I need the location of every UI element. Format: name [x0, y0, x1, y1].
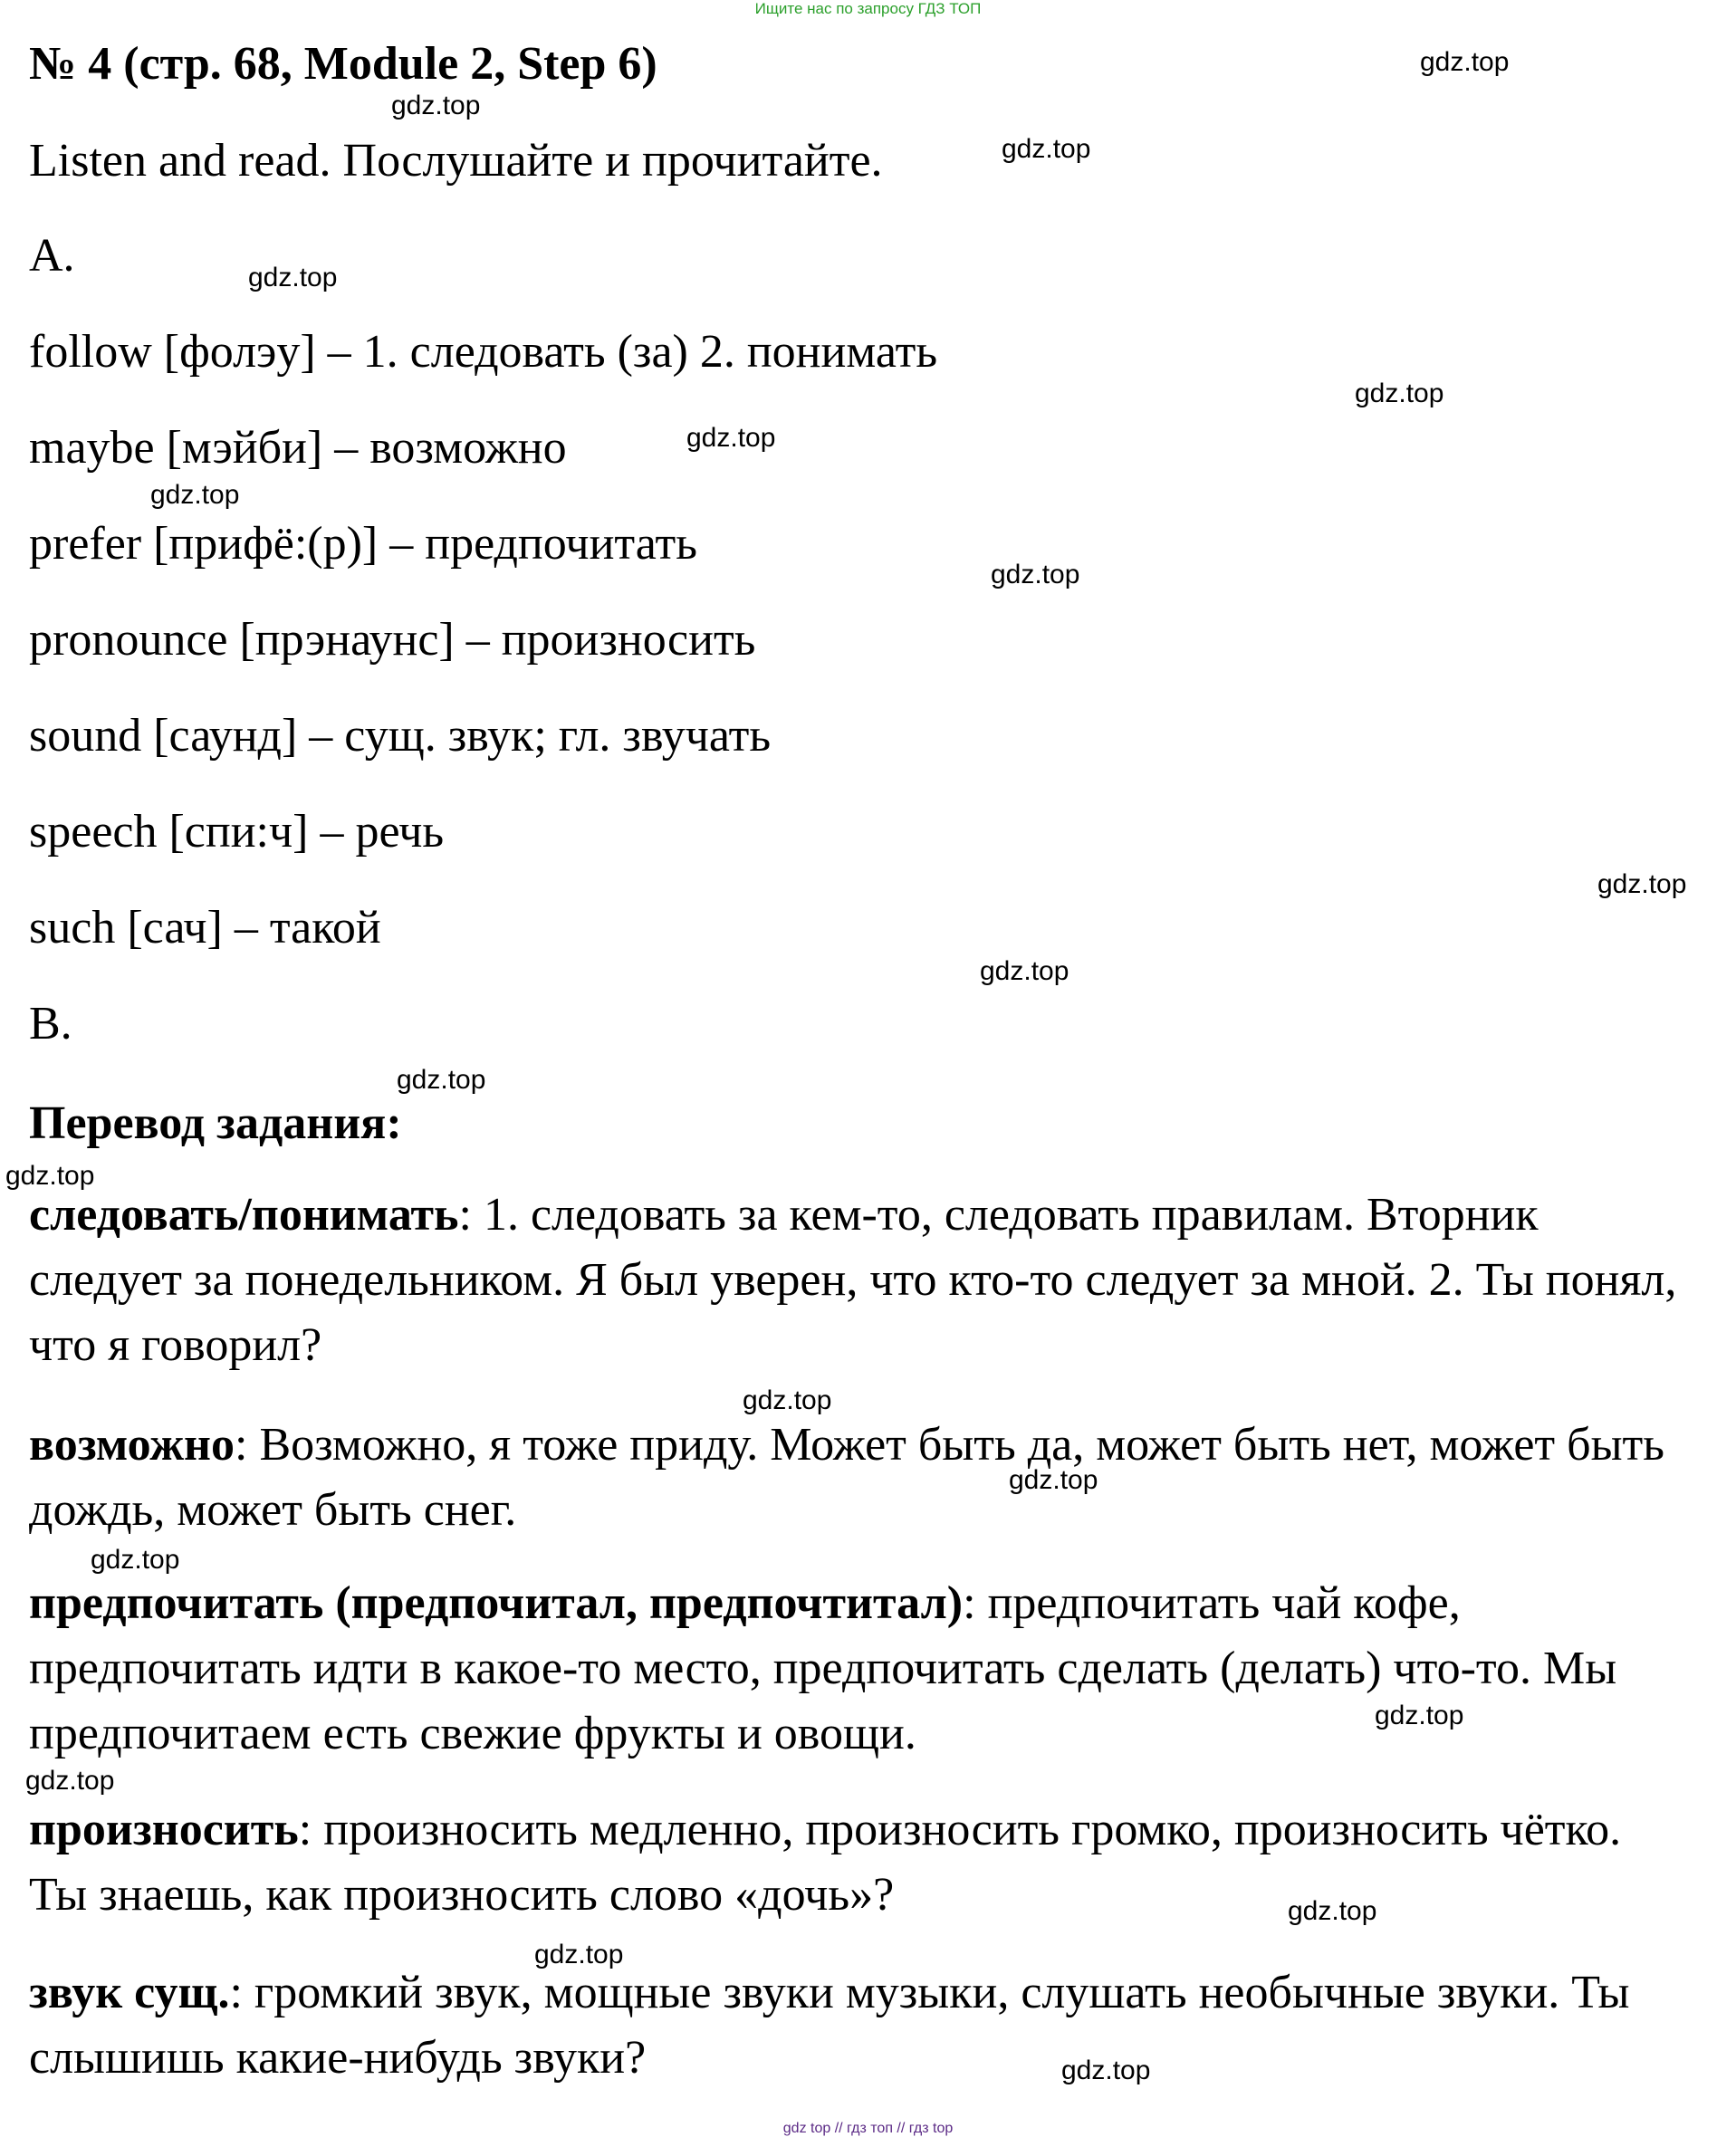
- entry-text: : 1. следовать за кем-то, следовать правилам. Вторник следует за понедельником. Я был уверен, что кто-то следует за мной. 2. Ты понял, что я говорил?: [29, 1189, 1677, 1371]
- watermark: gdz.top: [391, 91, 481, 120]
- translation-entry-prefer: [29, 1571, 1686, 1767]
- translation-entry-sound: [29, 1960, 1686, 2091]
- watermark: gdz.top: [1355, 379, 1444, 408]
- watermark: gdz.top: [25, 1766, 115, 1796]
- watermark: gdz.top: [1061, 2056, 1151, 2085]
- watermark: gdz.top: [980, 956, 1069, 986]
- translation-entry-follow: [29, 1183, 1686, 1378]
- page-title: № 4 (стр. 68, Module 2, Step 6): [29, 38, 657, 90]
- entry-term: предпочитать (предпочитал, предпочтитал): [29, 1577, 964, 1629]
- entry-term: возможно: [29, 1419, 235, 1471]
- watermark: gdz.top: [743, 1385, 832, 1415]
- footer-links: gdz top // гдз топ // гдз top: [782, 2121, 954, 2136]
- section-b-label: B.: [29, 998, 72, 1049]
- vocab-item-sound: sound [саунд] – сущ. звук; гл. звучать: [29, 710, 772, 762]
- vocab-item-prefer: prefer [прифё:(р)] – предпочитать: [29, 518, 697, 570]
- vocab-item-pronounce: pronounce [прэнаунс] – произносить: [29, 614, 756, 666]
- watermark: gdz.top: [397, 1065, 486, 1095]
- watermark: gdz.top: [1375, 1701, 1464, 1730]
- vocab-item-maybe: maybe [мэйби] – возможно: [29, 422, 567, 474]
- watermark: gdz.top: [1597, 869, 1687, 899]
- watermark: gdz.top: [1420, 47, 1510, 77]
- entry-term: следовать/понимать: [29, 1189, 459, 1241]
- watermark: gdz.top: [1288, 1896, 1377, 1926]
- vocab-item-follow: follow [фолэу] – 1. следовать (за) 2. понимать: [29, 326, 938, 378]
- watermark: gdz.top: [150, 480, 240, 510]
- entry-text: : Возможно, я тоже приду. Может быть да, может быть нет, может быть дождь, может быть снег.: [29, 1419, 1664, 1536]
- entry-text: : произносить медленно, произносить громко, произносить чётко. Ты знаешь, как произносить слово «дочь»?: [29, 1804, 1622, 1921]
- entry-term: произносить: [29, 1804, 299, 1855]
- entry-term: звук сущ.: [29, 1967, 230, 2018]
- watermark: gdz.top: [1002, 134, 1091, 164]
- entry-text: : громкий звук, мощные звуки музыки, слушать необычные звуки. Ты слышишь какие-нибудь звуки?: [29, 1967, 1630, 2084]
- vocab-item-such: such [сач] – такой: [29, 902, 381, 954]
- instruction: Listen and read. Послушайте и прочитайте.: [29, 135, 883, 187]
- watermark: gdz.top: [91, 1545, 180, 1575]
- top-banner: Ищите нас по запросу ГДЗ ТОП: [754, 0, 982, 17]
- watermark: gdz.top: [1009, 1465, 1098, 1495]
- watermark: gdz.top: [686, 423, 776, 453]
- section-a-label: A.: [29, 230, 75, 282]
- translation-entry-maybe: [29, 1413, 1686, 1543]
- watermark: gdz.top: [534, 1940, 624, 1969]
- watermark: gdz.top: [5, 1161, 95, 1191]
- vocab-item-speech: speech [спи:ч] – речь: [29, 806, 445, 858]
- watermark: gdz.top: [991, 560, 1080, 589]
- entry-text: : предпочитать чай кофе, предпочитать идти в какое-то место, предпочитать сделать (делать) что-то. Мы предпочитаем есть свежие фрукты и овощи.: [29, 1577, 1617, 1759]
- watermark: gdz.top: [248, 263, 338, 292]
- translation-title: Перевод задания:: [29, 1097, 402, 1149]
- translation-entry-pronounce: [29, 1797, 1686, 1928]
